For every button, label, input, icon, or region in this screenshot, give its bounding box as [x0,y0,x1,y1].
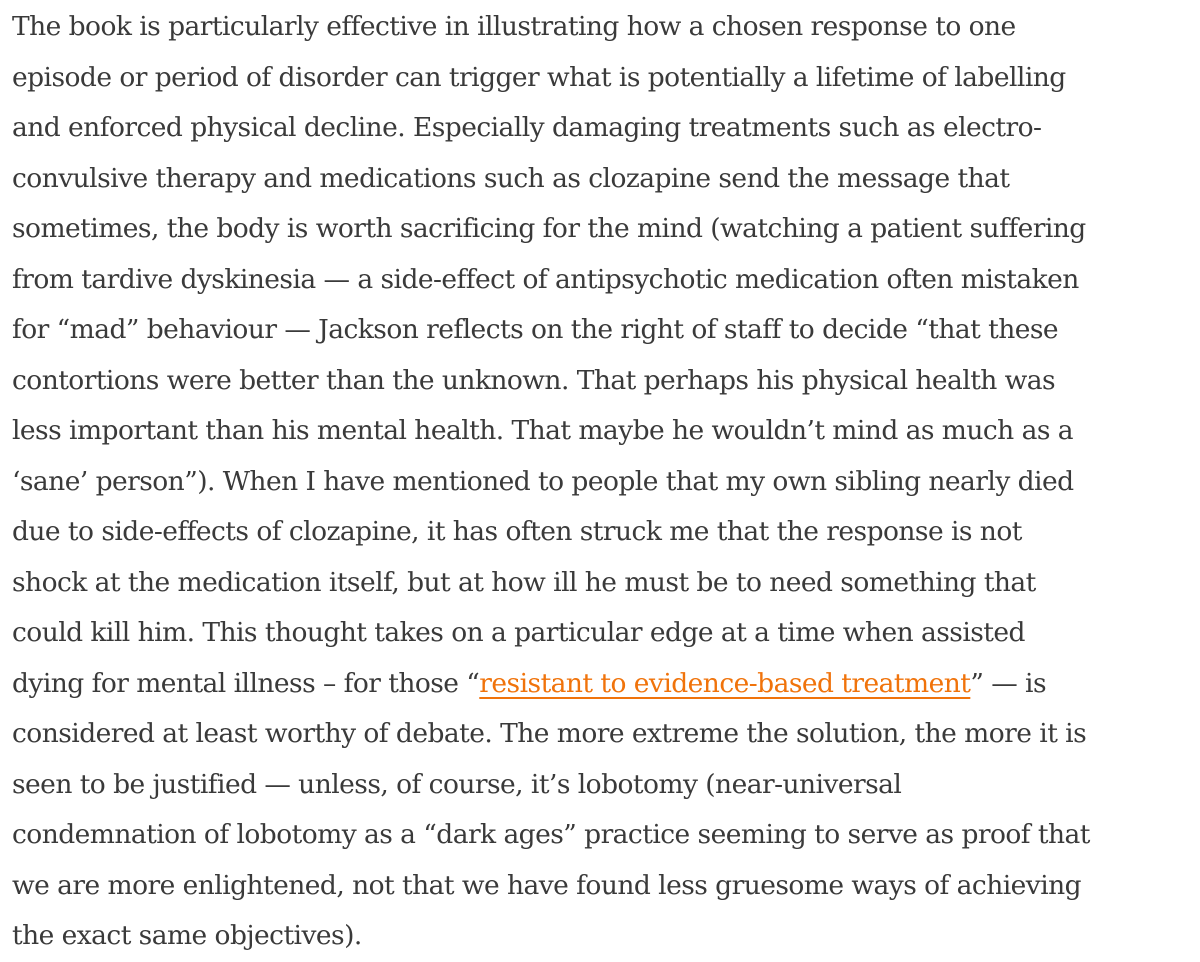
text-line: seen to be justified — unless, of course, it’s lobotomy (near-universal [12,768,902,800]
text-line: and enforced physical decline. Especially damaging treatments such as electro- [12,112,1042,143]
text-line: sometimes, the body is worth sacrificing for the mind (watching a patient suffering [12,213,1086,244]
article-body [12,2,1188,962]
text-line: shock at the medication itself, but at how ill he must be to need something that [12,566,1036,598]
text-line: condemnation of lobotomy as a “dark ages” practice seeming to serve as proof that [12,819,1090,850]
link-line-suffix: ” — is [970,667,1046,699]
text-line: contortions were better than the unknown. That perhaps his physical health was [12,364,1056,396]
text-line: could kill him. This thought takes on a particular edge at a time when assisted [12,617,1025,648]
text-line: convulsive therapy and medications such as clozapine send the message that [12,162,1010,194]
text-line: the exact same objectives). [12,920,362,951]
text-line-with-link [12,659,1188,710]
text-line: considered at least worthy of debate. The more extreme the solution, the more it is [12,718,1087,749]
evidence-based-treatment-link[interactable]: resistant to evidence-based treatment [479,667,971,699]
text-line: The book is particularly effective in illustrating how a chosen response to one [12,11,1016,42]
text-line: due to side-effects of clozapine, it has often struck me that the response is not [12,516,1022,547]
text-line: less important than his mental health. That maybe he wouldn’t mind as much as a [12,415,1073,446]
text-line: for “mad” behaviour — Jackson reflects on the right of staff to decide “that these [12,314,1059,345]
text-line: from tardive dyskinesia — a side-effect of antipsychotic medication often mistaken [12,263,1079,295]
paragraph [12,2,1188,962]
text-line: episode or period of disorder can trigger what is potentially a lifetime of labelling [12,61,1066,93]
text-line: we are more enlightened, not that we have found less gruesome ways of achieving [12,869,1082,901]
link-line-prefix: dying for mental illness – for those “ [12,667,480,699]
text-line: ‘sane’ person”). When I have mentioned to people that my own sibling nearly died [12,465,1074,497]
